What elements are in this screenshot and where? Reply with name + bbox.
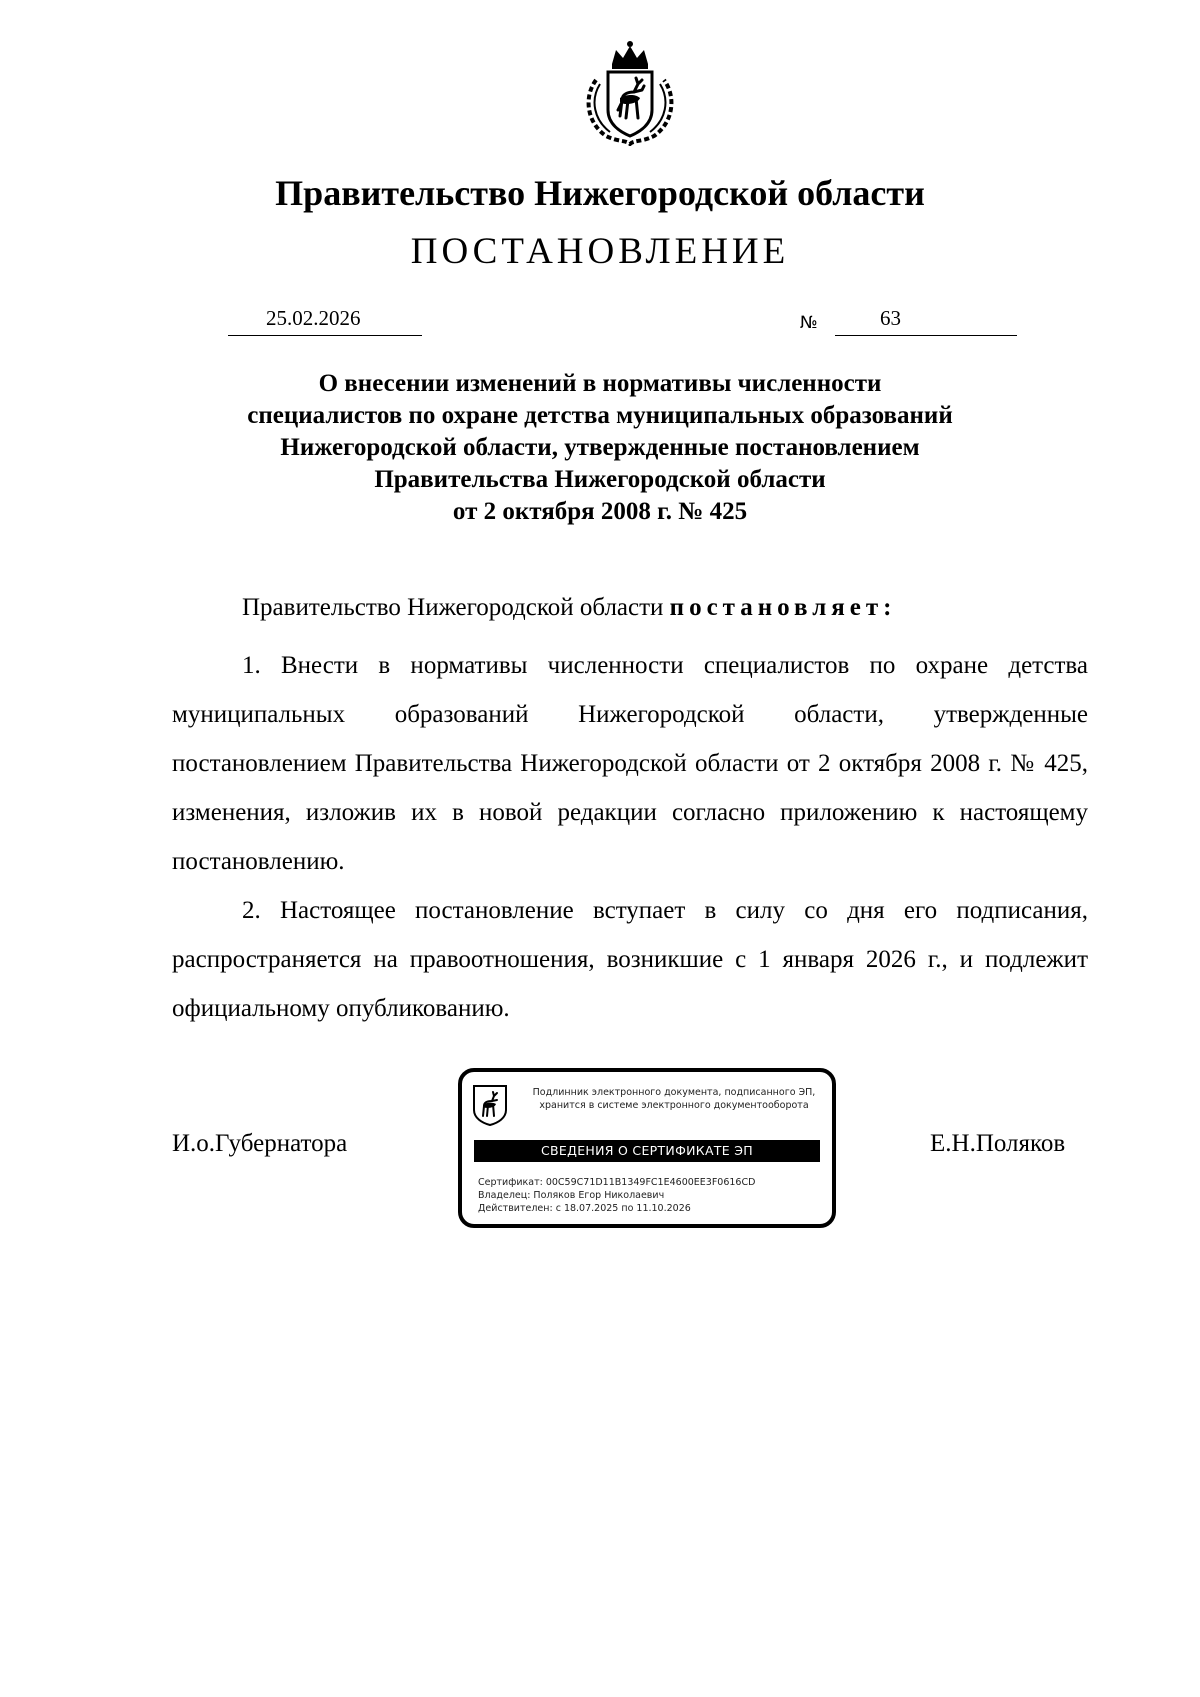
signatory-name: Е.Н.Поляков: [930, 1130, 1066, 1157]
coat-of-arms-icon: [578, 40, 682, 146]
number-field: [835, 305, 1017, 336]
stamp-note: [520, 1086, 828, 1112]
document-type: ПОСТАНОВЛЕНИЕ: [410, 231, 790, 272]
subject-line: Правительства Нижегородской области: [374, 466, 826, 493]
document-subject: [0, 368, 1200, 528]
deer-shield-icon: [472, 1084, 508, 1126]
document-date: 25.02.2026: [266, 306, 361, 330]
government-title: Правительство Нижегородской области: [275, 173, 925, 213]
preamble-text: Правительство Нижегородской области: [242, 594, 664, 621]
certificate-info: [478, 1176, 755, 1215]
certificate-serial: Сертификат: 00C59C71D11B1349FC1E4600EE3F0616CD: [478, 1177, 756, 1188]
preamble-verb: постановляет:: [669, 594, 897, 621]
stamp-note-line: Подлинник электронного документа, подписанного ЭП,: [532, 1087, 816, 1098]
preamble: [242, 592, 896, 624]
subject-line: от 2 октября 2008 г. № 425: [452, 498, 748, 525]
document-body: [172, 641, 1088, 1033]
certificate-header: СВЕДЕНИЯ О СЕРТИФИКАТЕ ЭП: [474, 1140, 820, 1162]
paragraph-1: 1. Внести в нормативы численности специалистов по охране детства муниципальных образований Нижегородской области, утвержденные постановлением Правительства Нижегородской области от 2 октября 2008 г. № 425, изменения, изложив их в новой редакции согласно приложению к настоящему постановлению.: [172, 652, 1088, 875]
number-sign: №: [800, 313, 818, 333]
stamp-note-line: хранится в системе электронного документооборота: [539, 1100, 809, 1111]
certificate-owner: Владелец: Поляков Егор Николаевич: [478, 1190, 665, 1201]
date-field: [228, 305, 422, 336]
electronic-signature-stamp: [458, 1068, 836, 1228]
subject-line: Нижегородской области, утвержденные постановлением: [280, 434, 920, 461]
subject-line: специалистов по охране детства муниципальных образований: [247, 402, 953, 429]
certificate-validity: Действителен: с 18.07.2025 по 11.10.2026: [478, 1203, 691, 1214]
signatory-role: И.о.Губернатора: [172, 1130, 348, 1157]
paragraph-2: 2. Настоящее постановление вступает в силу со дня его подписания, распространяется на правоотношения, возникшие с 1 января 2026 г., и подлежит официальному опубликованию.: [172, 897, 1088, 1022]
subject-line: О внесении изменений в нормативы численности: [318, 370, 882, 397]
document-number: 63: [880, 306, 901, 330]
